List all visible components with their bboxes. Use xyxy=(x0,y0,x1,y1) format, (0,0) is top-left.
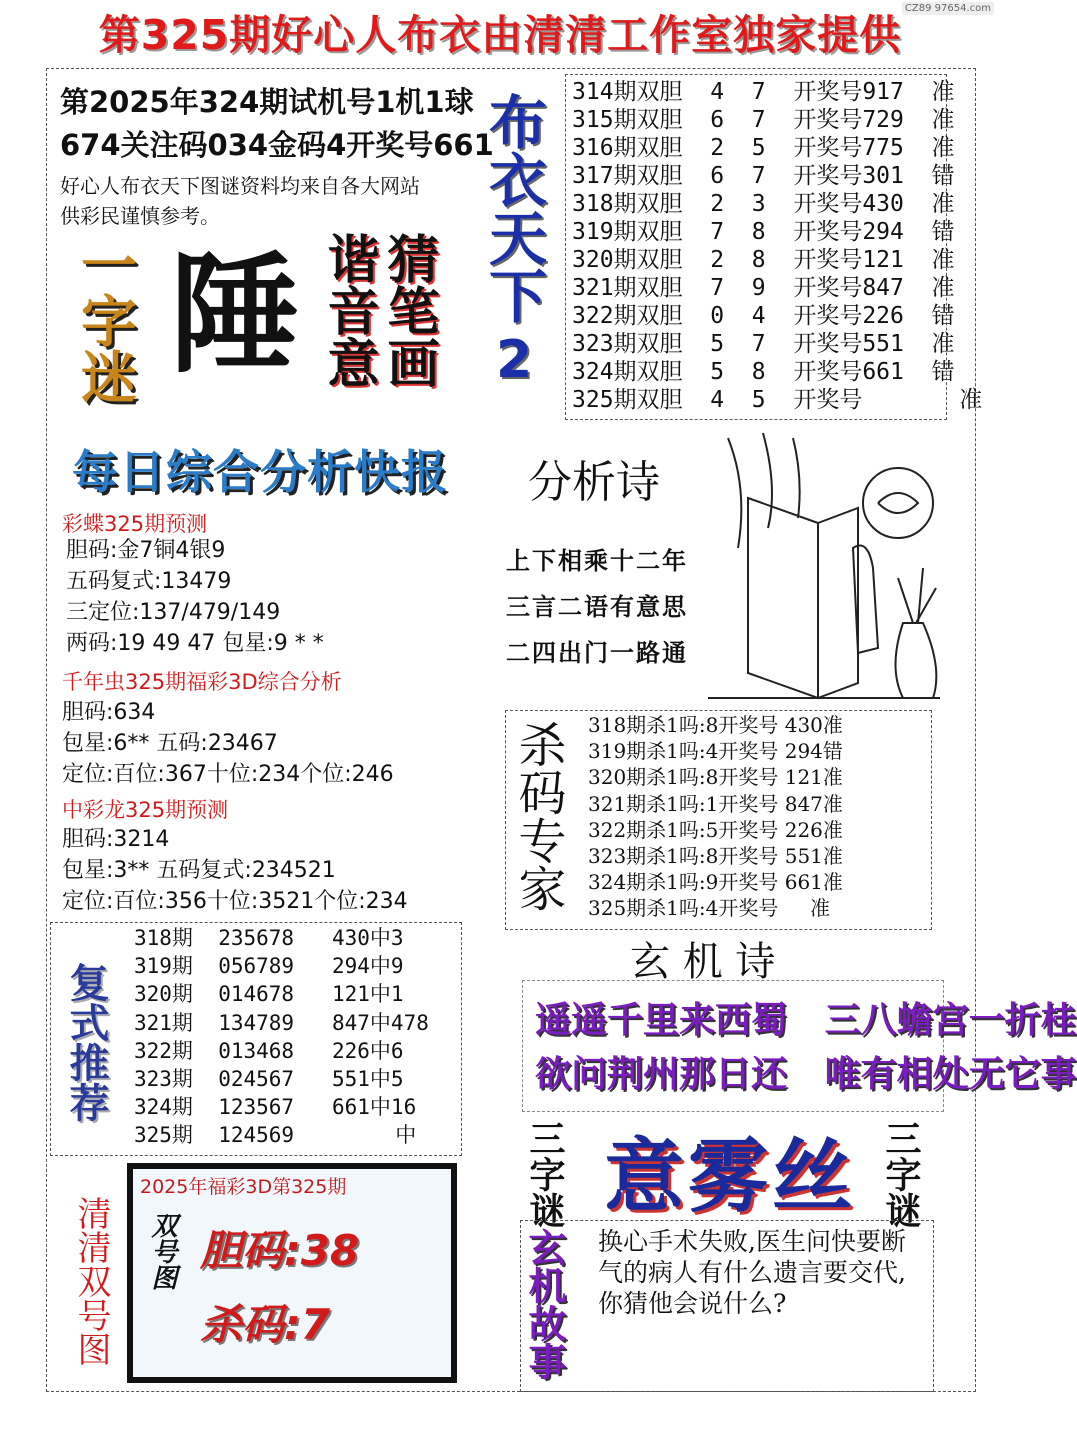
trial-note-1: 好心人布衣天下图谜资料均来自各大网站 xyxy=(60,174,420,198)
analysis-poem-line: 三言二语有意思 xyxy=(506,593,688,621)
shuangdan-row: 318期双胆 2 3 开奖号430 准 xyxy=(572,191,955,217)
fushi-row: 320期 014678 121中1 xyxy=(134,982,404,1007)
fushi-row: 318期 235678 430中3 xyxy=(134,926,404,950)
kill-row: 325期杀1吗:4开奖号 准 xyxy=(588,896,831,921)
shuangdan-row: 321期双胆 7 9 开奖号847 准 xyxy=(572,275,955,301)
figure-silhouette xyxy=(853,546,878,654)
shuangdan-row: 323期双胆 5 7 开奖号551 准 xyxy=(572,331,955,357)
fushi-row: 324期 123567 661中16 xyxy=(134,1095,417,1120)
shuanghao-dan: 胆码:38 xyxy=(200,1226,360,1275)
analysis-poem-line: 上下相乘十二年 xyxy=(506,547,688,575)
zhongcailong-lines xyxy=(62,824,408,917)
caidie-line: 两码:19 49 47 包星:9 * * xyxy=(66,631,324,656)
kill-row: 324期杀1吗:9开奖号 661准 xyxy=(588,870,843,895)
page-title: 第325期好心人布衣由清清工作室独家提供 xyxy=(98,11,902,59)
caidie-lines xyxy=(66,535,324,659)
watermark: CZ89 97654.com xyxy=(902,2,994,15)
trial-line-2: 674关注码034金码4开奖号661 xyxy=(60,128,494,162)
kill-row: 320期杀1吗:8开奖号 121准 xyxy=(588,765,843,790)
kill-expert-label: 杀码专家 xyxy=(510,720,566,912)
riddle-label: 一字迷 xyxy=(72,236,137,404)
zhongcailong-line: 定位:百位:356十位:3521个位:234 xyxy=(62,889,408,914)
shuangdan-row: 320期双胆 2 8 开奖号121 准 xyxy=(572,247,955,273)
illustration-drawing xyxy=(708,428,940,710)
window-ornament xyxy=(878,493,918,513)
shuanghao-side: 双号图 xyxy=(147,1212,177,1290)
round-window xyxy=(863,468,933,538)
riddle-char: 陲 xyxy=(170,238,301,391)
xuanji-poem-title: 玄 机 诗 xyxy=(630,939,776,985)
kill-row: 323期杀1吗:8开奖号 551准 xyxy=(588,844,843,869)
shuangdan-row: 322期双胆 0 4 开奖号226 错 xyxy=(572,303,955,329)
xuanji-story-label: 玄机故事 xyxy=(522,1228,566,1380)
kill-row: 321期杀1吗:1开奖号 847准 xyxy=(588,791,843,816)
caidie-line: 五码复式:13479 xyxy=(66,569,232,594)
shuangdan-row: 314期双胆 4 7 开奖号917 准 xyxy=(572,79,955,105)
xuanji-poem-line-2: 欲问荆州那日还 唯有相处无它事 xyxy=(535,1054,1077,1095)
qiannianchong-line: 定位:百位:367十位:234个位:246 xyxy=(62,762,394,787)
screen-panel-left xyxy=(748,498,818,698)
xuanji-poem-line-1: 遥遥千里来西蜀 三八蟾宫一折桂 xyxy=(535,1000,1077,1041)
caidie-line: 三定位:137/479/149 xyxy=(66,600,281,625)
fushi-list xyxy=(134,924,429,1150)
qiannianchong-title: 千年虫325期福彩3D综合分析 xyxy=(62,670,342,694)
three-char-label-left: 三字谜 xyxy=(524,1120,565,1228)
shuangdan-row: 324期双胆 5 8 开奖号661 错 xyxy=(572,359,955,385)
fushi-row: 323期 024567 551中5 xyxy=(134,1067,404,1092)
fushi-label: 复式推荐 xyxy=(63,962,109,1122)
shuanghao-sha: 杀码:7 xyxy=(200,1300,331,1349)
screen-panel-right xyxy=(818,508,858,698)
three-char-label-right: 三字谜 xyxy=(880,1120,921,1228)
three-char-answer: 意雾丝 xyxy=(604,1130,856,1223)
caidie-line: 胆码:金7铜4银9 xyxy=(66,538,226,563)
fushi-row: 322期 013468 226中6 xyxy=(134,1038,404,1063)
shuangdan-row: 317期双胆 6 7 开奖号301 错 xyxy=(572,163,955,189)
analysis-poem-line: 二四出门一路通 xyxy=(506,639,688,667)
zhongcailong-title: 中彩龙325期预测 xyxy=(62,798,229,822)
shuanghao-header: 2025年福彩3D第325期 xyxy=(140,1176,347,1198)
trial-line-1: 第2025年324期试机号1机1球 xyxy=(60,85,474,119)
kill-row: 322期杀1吗:5开奖号 226准 xyxy=(588,817,843,842)
brand-number: 2 xyxy=(496,330,533,390)
shuangdan-row: 315期双胆 6 7 开奖号729 准 xyxy=(572,107,955,133)
riddle-hint-col1: 谐音意 xyxy=(318,232,378,388)
kill-expert-list xyxy=(588,712,843,922)
kill-row: 318期杀1吗:8开奖号 430准 xyxy=(588,713,843,737)
qiannianchong-lines xyxy=(62,697,394,790)
trial-note-2: 供彩民谨慎参考。 xyxy=(60,204,220,228)
daily-report-banner: 每日综合分析快报 xyxy=(72,445,448,499)
fushi-row: 319期 056789 294中9 xyxy=(134,954,404,979)
zhongcailong-line: 包星:3** 五码复式:234521 xyxy=(62,858,336,883)
fushi-row: 321期 134789 847中478 xyxy=(134,1010,429,1035)
qiannianchong-line: 包星:6** 五码:23467 xyxy=(62,731,278,756)
kill-row: 319期杀1吗:4开奖号 294错 xyxy=(588,739,843,764)
shuanghao-label: 清清双号图 xyxy=(71,1196,111,1366)
xuanji-story-text: 换心手术失败,医生问快要断气的病人有什么遗言要交代,你猜他会说什么? xyxy=(598,1227,906,1318)
analysis-poem-title: 分析诗 xyxy=(528,457,660,508)
caidie-title: 彩蝶325期预测 xyxy=(62,512,208,536)
brand-vertical: 布衣天下 xyxy=(479,92,547,324)
zhongcailong-line: 胆码:3214 xyxy=(62,827,170,852)
fushi-row: 325期 124569 中 xyxy=(134,1123,417,1148)
shuangdan-list xyxy=(572,78,982,414)
analysis-illustration xyxy=(708,428,940,710)
shuangdan-row: 316期双胆 2 5 开奖号775 准 xyxy=(572,135,955,161)
shuangdan-row: 325期双胆 4 5 开奖号 准 xyxy=(572,387,983,413)
curtain-strands xyxy=(728,433,800,548)
vase-plant xyxy=(898,568,936,623)
shuangdan-row: 319期双胆 7 8 开奖号294 错 xyxy=(572,219,955,245)
vase xyxy=(896,623,937,698)
riddle-hint-col2: 猜笔画 xyxy=(378,232,438,388)
qiannianchong-line: 胆码:634 xyxy=(62,700,156,725)
analysis-poem-lines xyxy=(506,538,688,676)
